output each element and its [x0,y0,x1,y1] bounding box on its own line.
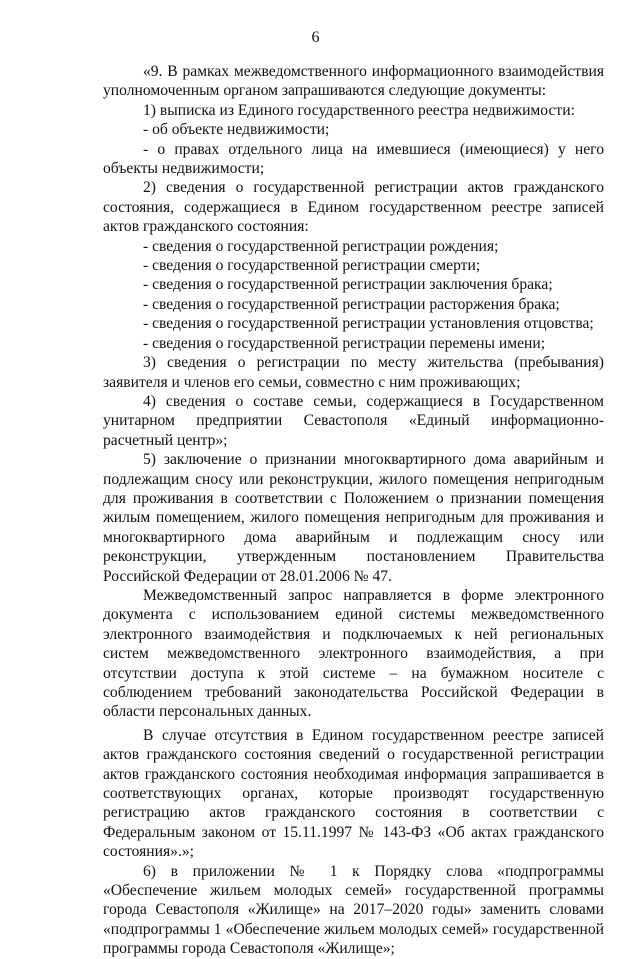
paragraph-item-2-e: - сведения о государственной регистрации установления отцовства; [143,315,594,333]
paragraph-item-2-c: - сведения о государственной регистрации заключения брака; [143,276,553,294]
page-number: 6 [311,29,320,46]
paragraph-item-5: 5) заключение о признании многоквартирного дома аварийным и подлежащим сносу или реконструкции, жилого помещения непригодным для проживания в соответствии с Положением о признании помещения жилым помещением, жилого помещения непригодным для проживания и многоквартирного дома аварийным и подлежащим сносу или реконструкции, утвержденным постановлением Правительства Российской Федерации от 28.01.2006 № 47. [103,451,604,585]
paragraph-civil-registry-absence: В случае отсутствия в Едином государственном реестре записей актов гражданского состояния сведений о государственной регистрации актов гражданского состояния необходимая информация запрашивается в соответствующих органах, которые производят государственную регистрацию актов гражданского состояния в соответствии с Федеральным законом от 15.11.1997 № 143-ФЗ «Об актах гражданского состояния».»; [103,726,604,861]
paragraph-item-1-a: - об объекте недвижимости; [143,121,330,139]
paragraph-item-4: 4) сведения о составе семьи, содержащиеся в Государственном унитарном предприятии Севастополя «Единый информационно-расчетный центр»; [103,392,604,449]
paragraph-item-1-b: - о правах отдельного лица на имевшиеся (имеющиеся) у него объекты недвижимости; [103,140,604,178]
paragraph-item-2-a: - сведения о государственной регистрации рождения; [143,237,499,255]
paragraph-intro: «9. В рамках межведомственного информационного взаимодействия уполномоченным органом запрашиваются следующие документы: [103,63,604,100]
paragraph-item-6: 6) в приложении № 1 к Порядку слова «подпрограммы «Обеспечение жильем молодых семей» государственной программы города Севастополя «Жилище» на 2017–2020 годы» заменить словами «подпрограммы 1 «Обеспечение жильем молодых семей» государственной программы города Севастополя «Жилище»; [103,862,604,958]
paragraph-item-2-f: - сведения о государственной регистрации перемены имени; [143,334,546,352]
paragraph-item-2-d: - сведения о государственной регистрации расторжения брака; [143,295,560,313]
paragraph-item-2: 2) сведения о государственной регистрации актов гражданского состояния, содержащиеся в Едином государственном реестре записей актов гражданского состояния: [103,179,604,236]
paragraph-item-3: 3) сведения о регистрации по месту жительства (пребывания) заявителя и членов его семьи, совместно с ним проживающих; [103,354,604,391]
paragraph-item-1: 1) выписка из Единого государственного реестра недвижимости: [143,101,575,119]
document-body [103,62,604,959]
paragraph-item-2-b: - сведения о государственной регистрации смерти; [143,257,481,275]
paragraph-interagency-request: Межведомственный запрос направляется в форме электронного документа с использованием единой системы межведомственного электронного взаимодействия и подключаемых к ней региональных систем межведомственного электронного взаимодействия, а при отсутствии доступа к этой системе – на бумажном носителе с соблюдением требований законодательства Российской Федерации в области персональных данных. [103,586,604,721]
